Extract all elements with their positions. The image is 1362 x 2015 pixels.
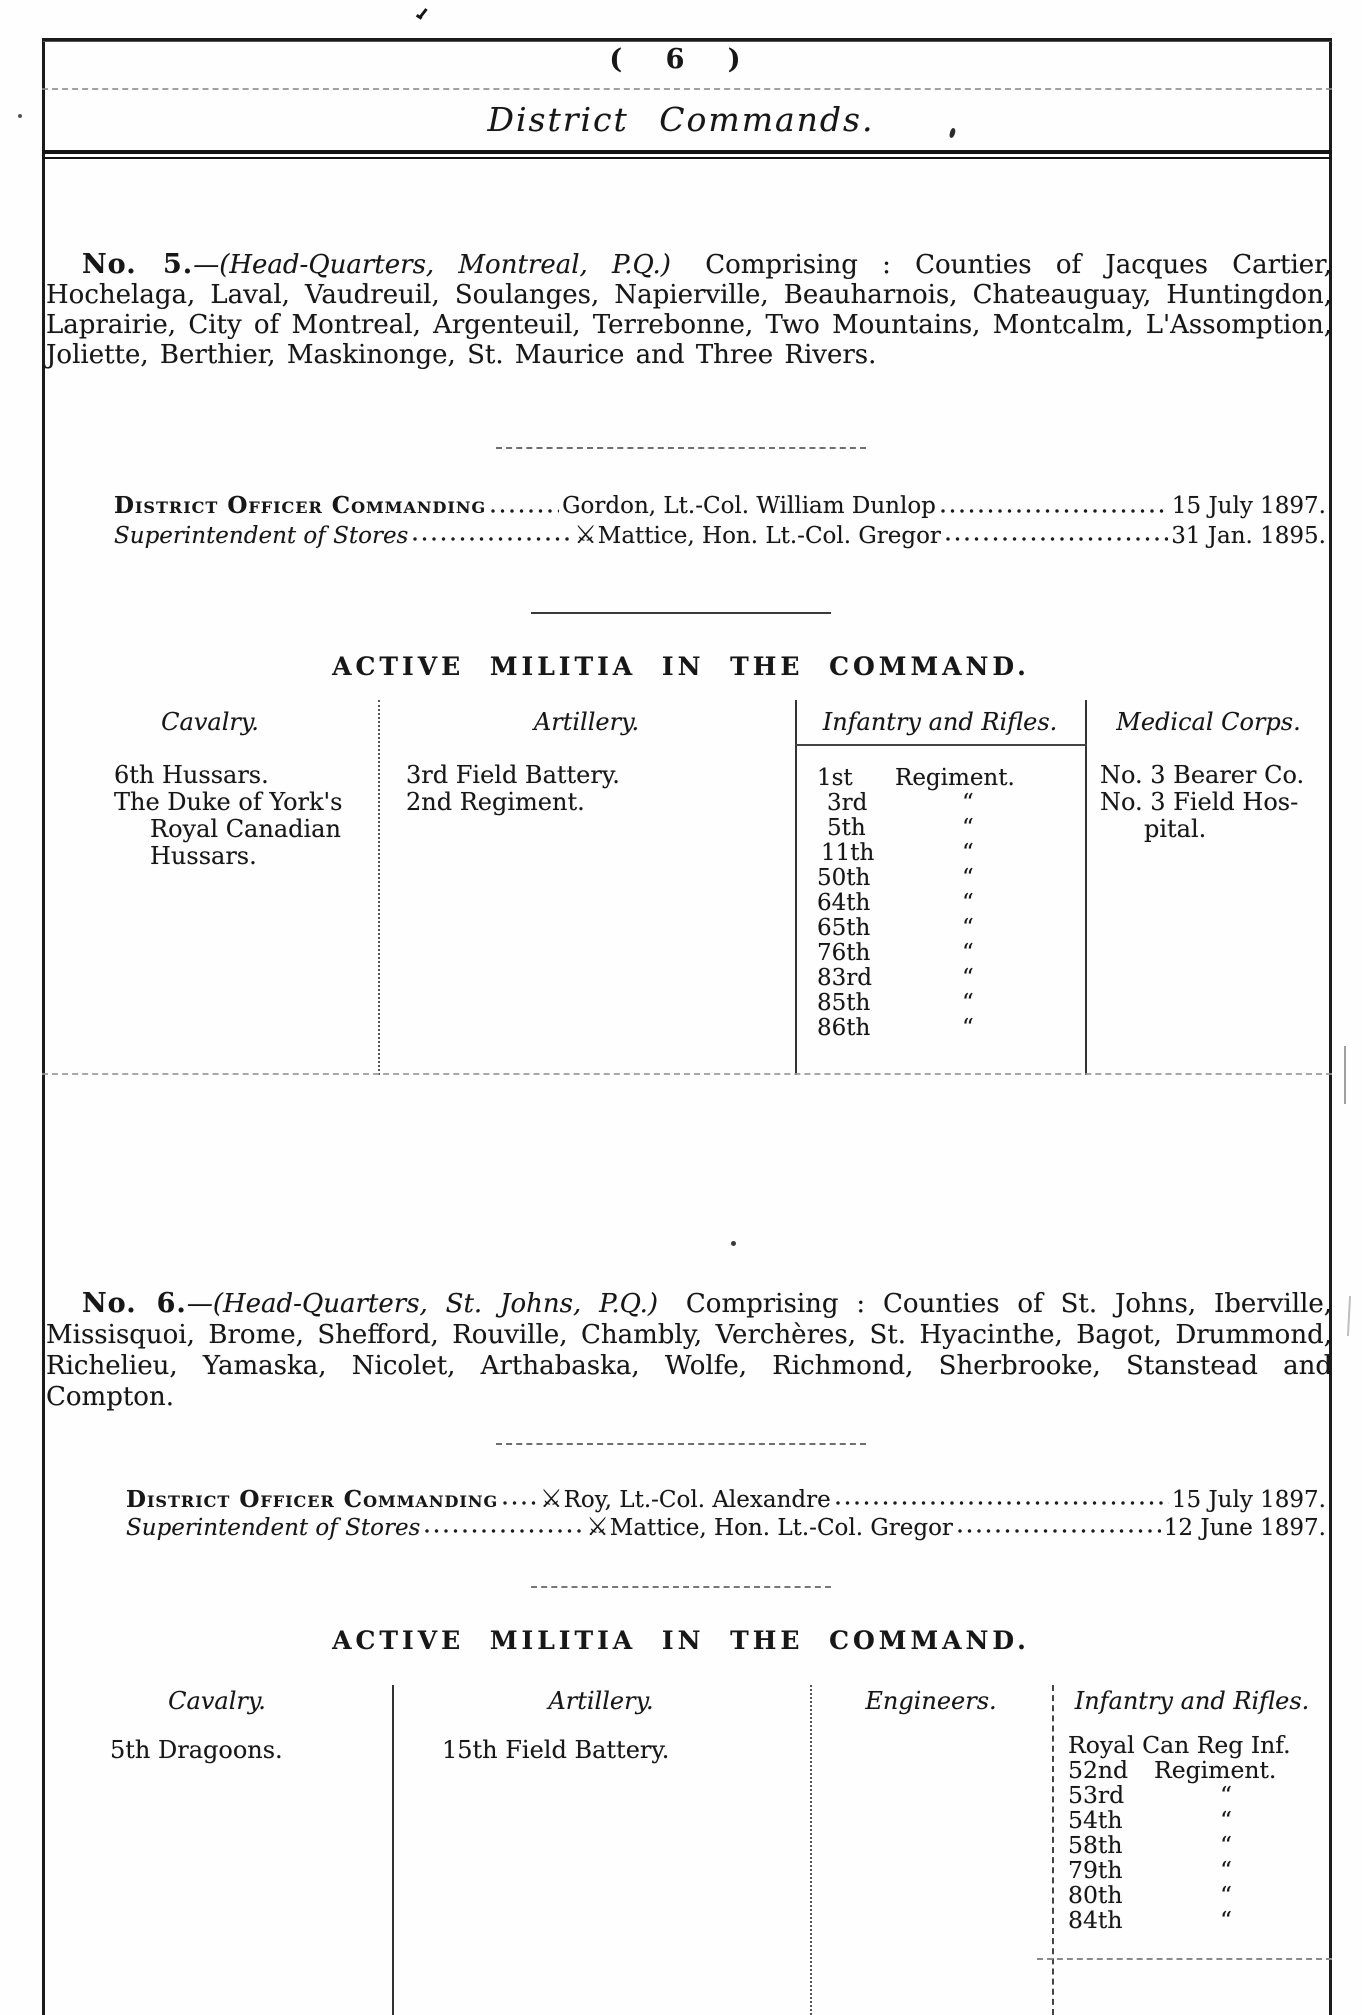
regiment-row: 54th “ — [1068, 1806, 1233, 1834]
page-border-top — [42, 38, 1332, 41]
ditto-mark: “ — [962, 940, 974, 966]
regiment-row: 52nd Regiment. — [1068, 1756, 1277, 1784]
dot-leader — [423, 1527, 583, 1535]
district-6-officers — [126, 1484, 1326, 1540]
officer-name: Roy, Lt.-Col. Alexandre — [563, 1487, 831, 1513]
unit-line: 6th Hussars. — [114, 761, 269, 789]
unit-line: The Duke of York's — [114, 788, 343, 816]
header-underline — [795, 744, 1087, 746]
unit-line: 3rd Field Battery. — [406, 761, 620, 789]
section-divider — [531, 612, 831, 614]
officer-name: Mattice, Hon. Lt.-Col. Gregor — [597, 523, 941, 549]
scan-artifact-dot — [18, 114, 22, 118]
unit-line: 2nd Regiment. — [406, 788, 585, 816]
regiment-row: 65th “ — [817, 915, 974, 941]
regiment-row: 5th “ — [827, 815, 974, 841]
officer-name: Mattice, Hon. Lt.-Col. Gregor — [609, 1515, 953, 1541]
officer-role-label: District Officer Commanding — [126, 1486, 499, 1513]
section-divider — [496, 1443, 866, 1445]
artillery-units — [442, 1737, 669, 1764]
district-5-paragraph — [46, 250, 1332, 370]
regiment-row: 85th “ — [817, 990, 974, 1016]
regiment-row: 64th “ — [817, 890, 974, 916]
district-number: No. 5. — [82, 249, 194, 280]
regiment-row: 79th “ — [1068, 1856, 1233, 1884]
ditto-mark: “ — [1220, 1806, 1233, 1834]
column-divider — [392, 1685, 394, 2015]
district-headquarters: —(Head-Quarters, Montreal, P.Q.) — [193, 250, 671, 280]
regiment-row: 76th “ — [817, 940, 974, 966]
ditto-mark: “ — [962, 790, 974, 816]
scan-artifact-tick — [1347, 1296, 1351, 1336]
ditto-mark: “ — [962, 965, 974, 991]
scan-artifact-tick — [1344, 1046, 1346, 1104]
district-5-officers — [114, 492, 1326, 548]
regiment-row: 50th “ — [817, 865, 974, 891]
active-militia-heading: ACTIVE MILITIA IN THE COMMAND. — [332, 652, 1030, 681]
regiment-row: 11th “ — [821, 840, 974, 866]
officer-role-label: Superintendent of Stores — [114, 523, 409, 549]
medical-units — [1100, 762, 1325, 843]
unit-line: No. 3 Field Hos- — [1100, 788, 1299, 816]
officer-role-label: Superintendent of Stores — [126, 1515, 421, 1541]
scan-artifact-dot — [731, 1241, 736, 1246]
officer-line — [114, 520, 1326, 548]
column-divider — [810, 1685, 812, 2015]
unit-line: pital. — [1144, 815, 1207, 843]
ditto-mark: “ — [1220, 1831, 1233, 1859]
ditto-mark: “ — [962, 915, 974, 941]
infantry-units — [817, 766, 1079, 1041]
column-header-engineers: Engineers. — [865, 1687, 997, 1715]
unit-line: Royal Can Reg Inf. — [1068, 1731, 1291, 1759]
ditto-mark: “ — [962, 865, 974, 891]
ditto-mark: “ — [1220, 1906, 1233, 1934]
regiment-word: Regiment. — [1154, 1756, 1277, 1784]
appointment-date: 15 July 1897. — [1171, 493, 1326, 519]
regiment-row: 86th “ — [817, 1015, 974, 1041]
column-header-cavalry: Cavalry. — [168, 1687, 266, 1715]
district-headquarters: —(Head-Quarters, St. Johns, P.Q.) — [186, 1289, 659, 1319]
active-militia-heading: ACTIVE MILITIA IN THE COMMAND. — [332, 1626, 1030, 1655]
column-header-infantry: Infantry and Rifles. — [822, 708, 1058, 736]
ditto-mark: “ — [962, 890, 974, 916]
dot-leader — [956, 1527, 1161, 1535]
appointment-date: 31 Jan. 1895. — [1171, 523, 1326, 549]
section-divider — [496, 447, 866, 449]
ditto-mark: “ — [962, 1015, 974, 1041]
unit-line: Royal Canadian — [150, 815, 341, 843]
table-bottom-rule — [1037, 1958, 1332, 1960]
officer-line — [114, 492, 1326, 520]
regiment-row: 83rd “ — [817, 965, 974, 991]
document-title: District Commands. — [487, 100, 875, 139]
dot-leader — [834, 1499, 1169, 1507]
column-divider — [378, 700, 380, 1075]
column-divider — [1052, 1685, 1054, 2015]
column-header-artillery: Artillery. — [533, 708, 640, 736]
column-header-artillery: Artillery. — [548, 1687, 654, 1715]
ditto-mark: “ — [962, 840, 974, 866]
column-divider — [1085, 700, 1087, 1075]
crossed-swords-icon: ⚔ — [586, 1512, 609, 1541]
regiment-row: 1st Regiment. — [817, 765, 1015, 791]
district-5-militia-table — [42, 700, 1332, 1075]
table-bottom-rule — [42, 1073, 1332, 1075]
regiment-row: 53rd “ — [1068, 1781, 1233, 1809]
unit-line: No. 3 Bearer Co. — [1100, 761, 1305, 789]
page-number: ( 6 ) — [609, 44, 753, 75]
double-rule — [42, 150, 1332, 159]
officer-role-label: District Officer Commanding — [114, 492, 487, 519]
column-header-medical: Medical Corps. — [1116, 708, 1301, 736]
dot-leader — [944, 535, 1168, 543]
officer-line — [126, 1512, 1326, 1540]
column-header-infantry: Infantry and Rifles. — [1074, 1687, 1310, 1715]
unit-line: 15th Field Battery. — [442, 1736, 670, 1764]
officer-line — [126, 1484, 1326, 1512]
unit-line: Hussars. — [150, 842, 257, 870]
district-counties: Comprising : Counties of St. Johns, Iberville, Missisquoi, Brome, Shefford, Rouville, Chambly, Verchères, St. Hyacinthe, Bagot, Drummond, Richelieu, Yamaska, Nicolet, Arthabaska, Wolfe, Richmond, Sherbrooke, Stanstead and Compton. — [46, 1289, 1333, 1412]
dot-leader — [939, 507, 1169, 515]
officer-name: Gordon, Lt.-Col. William Dunlop — [562, 493, 936, 519]
unit-line: 5th Dragoons. — [110, 1736, 283, 1764]
ditto-mark: “ — [962, 990, 974, 1016]
regiment-row: 3rd “ — [827, 790, 974, 816]
regiment-row: 58th “ — [1068, 1831, 1233, 1859]
regiment-word: Regiment. — [895, 765, 1015, 791]
column-header-cavalry: Cavalry. — [161, 708, 259, 736]
section-divider — [531, 1586, 831, 1588]
district-6-militia-table — [42, 1685, 1332, 2015]
dot-leader — [411, 535, 571, 543]
scan-artifact-checkmark — [413, 9, 429, 24]
infantry-units — [1068, 1733, 1326, 1933]
cavalry-units — [114, 762, 370, 870]
district-number: No. 6. — [82, 1288, 187, 1319]
ditto-mark: “ — [1220, 1856, 1233, 1884]
crossed-swords-icon: ⚔ — [574, 520, 597, 549]
ditto-mark: “ — [962, 815, 974, 841]
cavalry-units — [110, 1737, 283, 1764]
appointment-date: 15 July 1897. — [1171, 1487, 1326, 1513]
column-divider — [795, 700, 797, 1075]
district-counties: Comprising : Counties of Jacques Cartier, Hochelaga, Laval, Vaudreuil, Soulanges, Napierville, Beauharnois, Chateauguay, Huntingdon, Laprairie, City of Montreal, Argenteuil, Terrebonne, Two Mountains, Montcalm, L'Assomption, Joliette, Berthier, Maskinonge, St. Maurice and Three Rivers. — [46, 250, 1333, 370]
district-6-paragraph — [46, 1288, 1332, 1413]
regiment-row: 84th “ — [1068, 1906, 1233, 1934]
crossed-swords-icon: ⚔ — [540, 1484, 563, 1513]
appointment-date: 12 June 1897. — [1163, 1515, 1326, 1541]
regiment-row: 80th “ — [1068, 1881, 1233, 1909]
ditto-mark: “ — [1220, 1781, 1233, 1809]
artillery-units — [406, 762, 620, 816]
dot-leader — [489, 507, 559, 515]
dot-leader — [501, 1499, 537, 1507]
dashed-rule — [42, 88, 1332, 90]
ditto-mark: “ — [1220, 1881, 1233, 1909]
